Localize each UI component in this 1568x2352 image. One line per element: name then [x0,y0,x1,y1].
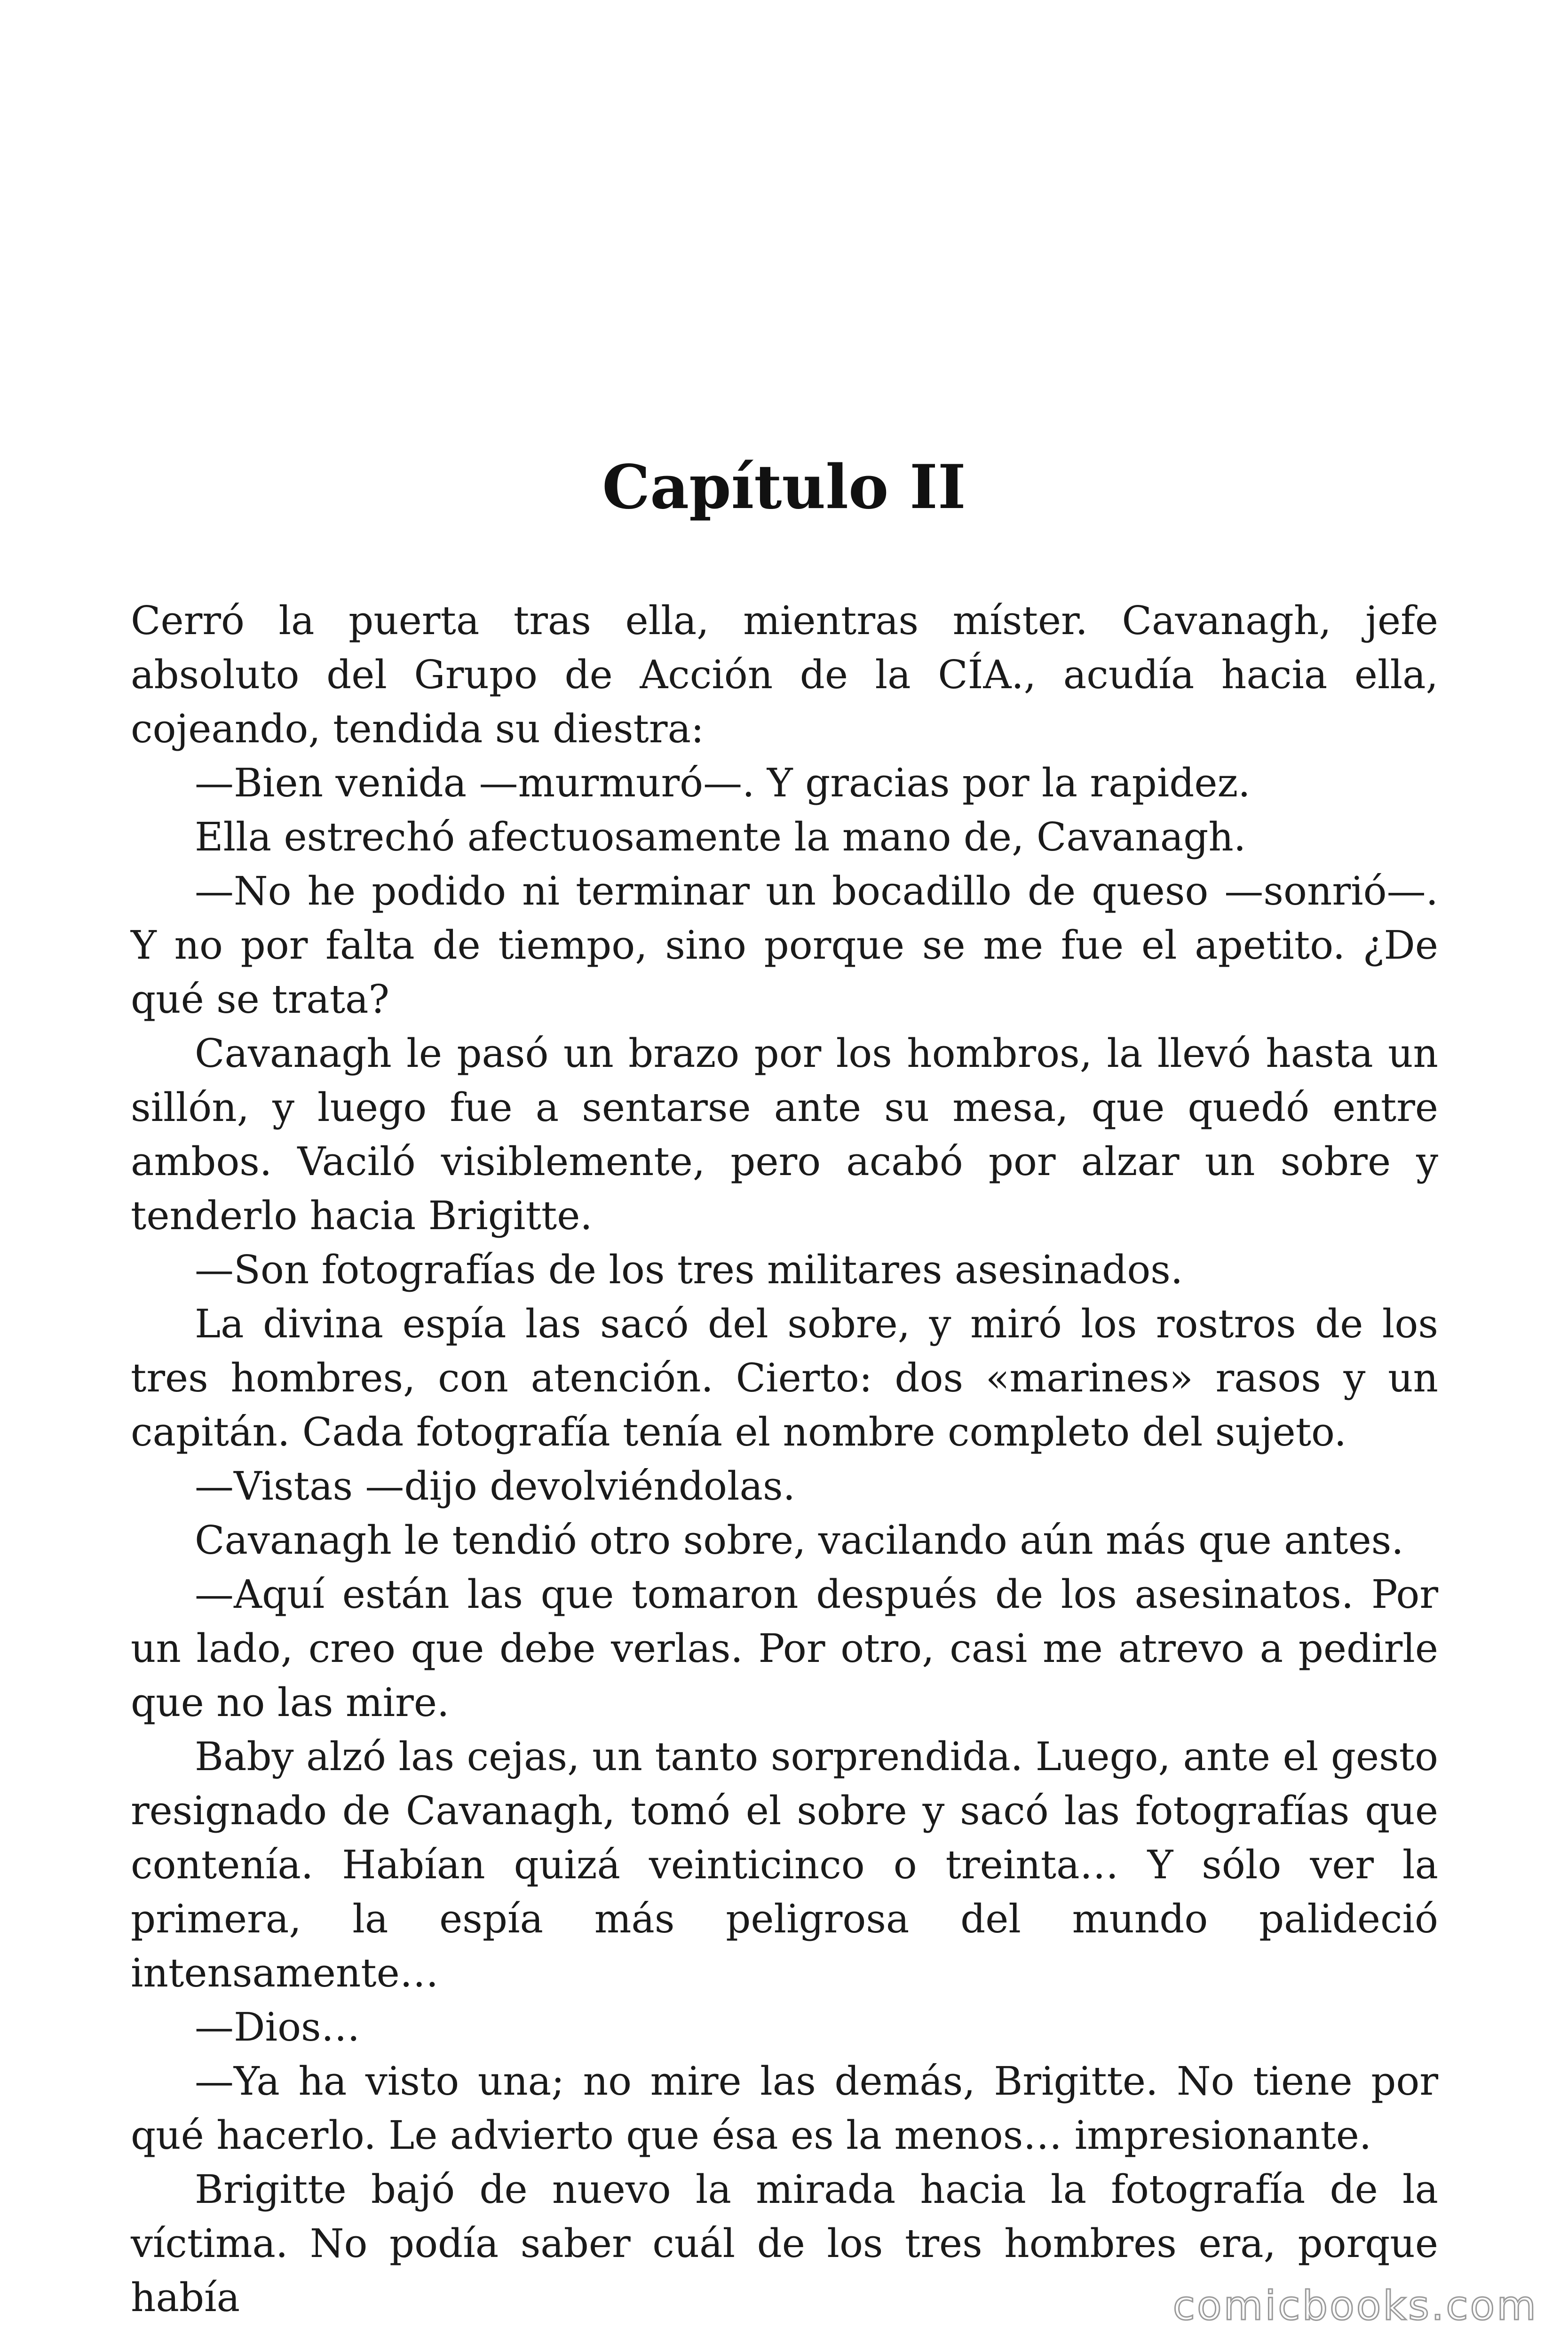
paragraph: Cerró la puerta tras ella, mientras míster. Cavanagh, jefe absoluto del Grupo de Acción de la CÍA., acudía hacia ella, cojeando, tendida su diestra: [131,598,1438,752]
paragraph: —No he podido ni terminar un bocadillo de queso —sonrió—. Y no por falta de tiempo, sino porque se me fue el apetito. ¿De qué se trata? [131,868,1438,1022]
paragraph: —Vistas —dijo devolviéndolas. [195,1463,795,1509]
paragraph: —Ya ha visto una; no mire las demás, Brigitte. No tiene por qué hacerlo. Le advierto que ésa es la menos… impresionante. [131,2058,1438,2158]
paragraph: Cavanagh le tendió otro sobre, vacilando aún más que antes. [195,1518,1404,1563]
paragraph: La divina espía las sacó del sobre, y miró los rostros de los tres hombres, con atención. Cierto: dos «marines» rasos y un capitán. Cada fotografía tenía el nombre completo del sujeto. [131,1301,1438,1455]
paragraph: —Son fotografías de los tres militares asesinados. [195,1247,1183,1293]
paragraph: Cavanagh le pasó un brazo por los hombros, la llevó hasta un sillón, y luego fue a sentarse ante su mesa, que quedó entre ambos. Vaciló visiblemente, pero acabó por alzar un sobre y tenderlo hacia Brigitte. [131,1031,1438,1239]
paragraph: —Aquí están las que tomaron después de los asesinatos. Por un lado, creo que debe verlas. Por otro, casi me atrevo a pedirle que no las mire. [131,1572,1438,1725]
watermark: comicbooks.com [1172,2282,1538,2329]
paragraph: Ella estrechó afectuosamente la mano de, Cavanagh. [195,814,1246,860]
paragraph: Brigitte bajó de nuevo la mirada hacia la fotografía de la víctima. No podía saber cuál de los tres hombres era, porque había [131,2167,1438,2320]
paragraph: Baby alzó las cejas, un tanto sorprendida. Luego, ante el gesto resignado de Cavanagh, tomó el sobre y sacó las fotografías que contenía. Habían quizá veinticinco o treinta… Y sólo ver la primera, la espía más peligrosa del mundo palideció intensamente… [131,1734,1438,1996]
paragraph: —Bien venida —murmuró—. Y gracias por la rapidez. [195,760,1251,806]
chapter-body [131,594,1438,2325]
chapter-title: Capítulo II [602,452,966,523]
paragraph: —Dios… [195,2004,360,2050]
